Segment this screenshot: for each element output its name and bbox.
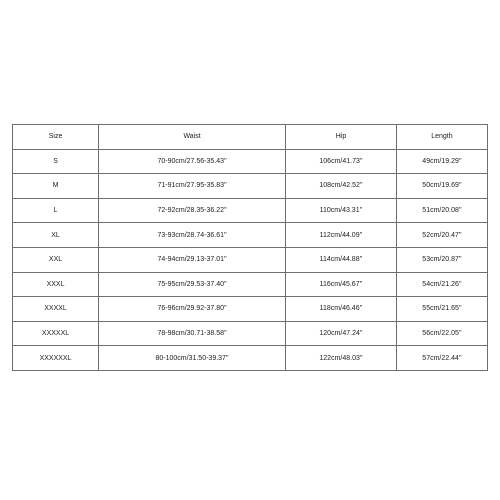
table-row: [13, 198, 488, 223]
size-cell: XXL: [13, 247, 99, 272]
size-cell: XL: [13, 223, 99, 248]
hip-cell: 114cm/44.88'': [286, 247, 397, 272]
waist-cell: 75-95cm/29.53-37.40'': [99, 272, 286, 297]
hip-cell: 122cm/48.03'': [286, 346, 397, 371]
size-chart-table: [12, 124, 488, 371]
length-cell: 50cm/19.69'': [396, 174, 487, 199]
waist-cell: 73-93cm/28.74-36.61'': [99, 223, 286, 248]
hip-cell: 110cm/43.31'': [286, 198, 397, 223]
table-row: [13, 174, 488, 199]
hip-cell: 116cm/45.67'': [286, 272, 397, 297]
length-cell: 53cm/20.87'': [396, 247, 487, 272]
waist-cell: 80-100cm/31.50-39.37'': [99, 346, 286, 371]
table-row: [13, 346, 488, 371]
hip-cell: 106cm/41.73'': [286, 149, 397, 174]
hip-cell: 120cm/47.24'': [286, 321, 397, 346]
length-cell: 54cm/21.26'': [396, 272, 487, 297]
table-row: [13, 297, 488, 322]
waist-cell: 74-94cm/29.13-37.01'': [99, 247, 286, 272]
waist-cell: 76-96cm/29.92-37.80'': [99, 297, 286, 322]
size-cell: L: [13, 198, 99, 223]
waist-column-header: Waist: [99, 125, 286, 150]
size-cell: XXXXXL: [13, 321, 99, 346]
size-column-header: Size: [13, 125, 99, 150]
length-cell: 52cm/20.47'': [396, 223, 487, 248]
table-row: [13, 223, 488, 248]
hip-column-header: Hip: [286, 125, 397, 150]
size-cell: M: [13, 174, 99, 199]
waist-cell: 72-92cm/28.35-36.22'': [99, 198, 286, 223]
waist-cell: 71-91cm/27.95-35.83'': [99, 174, 286, 199]
length-column-header: Length: [396, 125, 487, 150]
table-row: [13, 247, 488, 272]
table-row: [13, 149, 488, 174]
table-header: [13, 125, 488, 150]
size-cell: S: [13, 149, 99, 174]
header-row: [13, 125, 488, 150]
hip-cell: 112cm/44.09'': [286, 223, 397, 248]
length-cell: 49cm/19.29'': [396, 149, 487, 174]
hip-cell: 118cm/46.46'': [286, 297, 397, 322]
waist-cell: 70-90cm/27.56-35.43'': [99, 149, 286, 174]
length-cell: 57cm/22.44'': [396, 346, 487, 371]
size-cell: XXXXXXL: [13, 346, 99, 371]
table-row: [13, 272, 488, 297]
table-body: [13, 149, 488, 370]
waist-cell: 78-98cm/30.71-38.58'': [99, 321, 286, 346]
length-cell: 56cm/22.05'': [396, 321, 487, 346]
size-cell: XXXL: [13, 272, 99, 297]
size-cell: XXXXL: [13, 297, 99, 322]
length-cell: 51cm/20.08'': [396, 198, 487, 223]
length-cell: 55cm/21.65'': [396, 297, 487, 322]
hip-cell: 108cm/42.52'': [286, 174, 397, 199]
table-row: [13, 321, 488, 346]
